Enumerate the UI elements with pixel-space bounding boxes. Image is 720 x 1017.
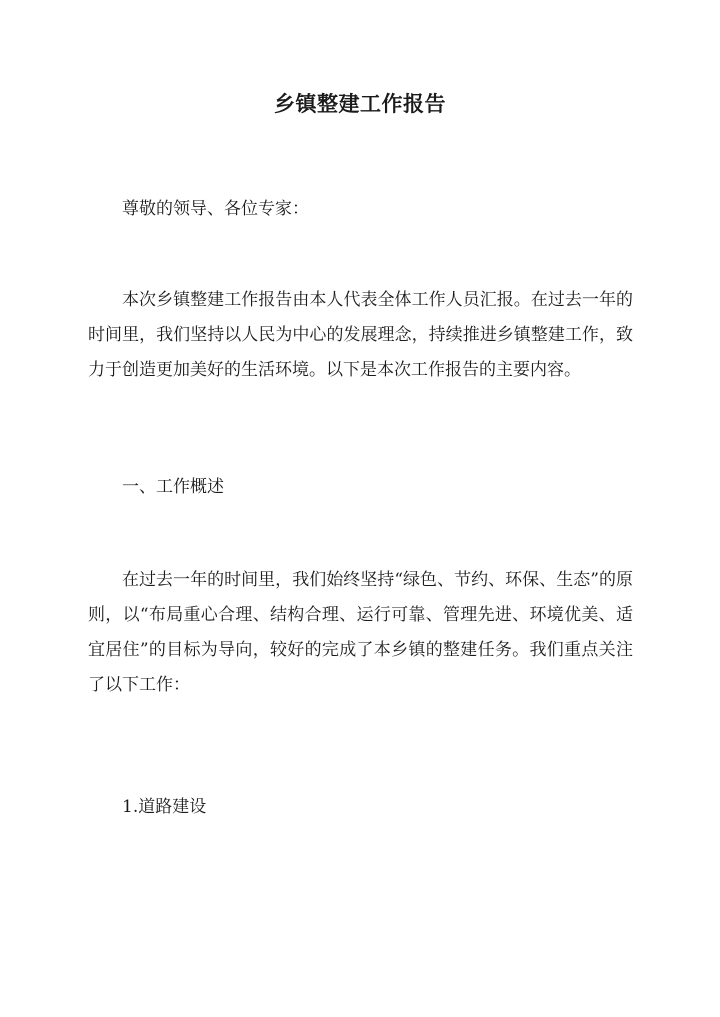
intro-paragraph: 本次乡镇整建工作报告由本人代表全体工作人员汇报。在过去一年的时间里，我们坚持以人民为中心的发展理念，持续推进乡镇整建工作，致力于创造更加美好的生活环境。以下是本次工作报告的主要内容。 — [88, 290, 633, 380]
subsection-heading-road-construction: 1.道路建设 — [122, 797, 207, 817]
greeting-paragraph: 尊敬的领导、各位专家： — [122, 199, 309, 219]
document-title: 乡镇整建工作报告 — [274, 91, 446, 116]
section-heading-overview: 一、工作概述 — [122, 477, 224, 497]
section-body-overview: 在过去一年的时间里，我们始终坚持“绿色、节约、环保、生态”的原则，以“布局重心合理、结构合理、运行可靠、管理先进、环境优美、适宜居住”的目标为导向，较好的完成了本乡镇的整建任务。我们重点关注了以下工作： — [88, 570, 633, 695]
